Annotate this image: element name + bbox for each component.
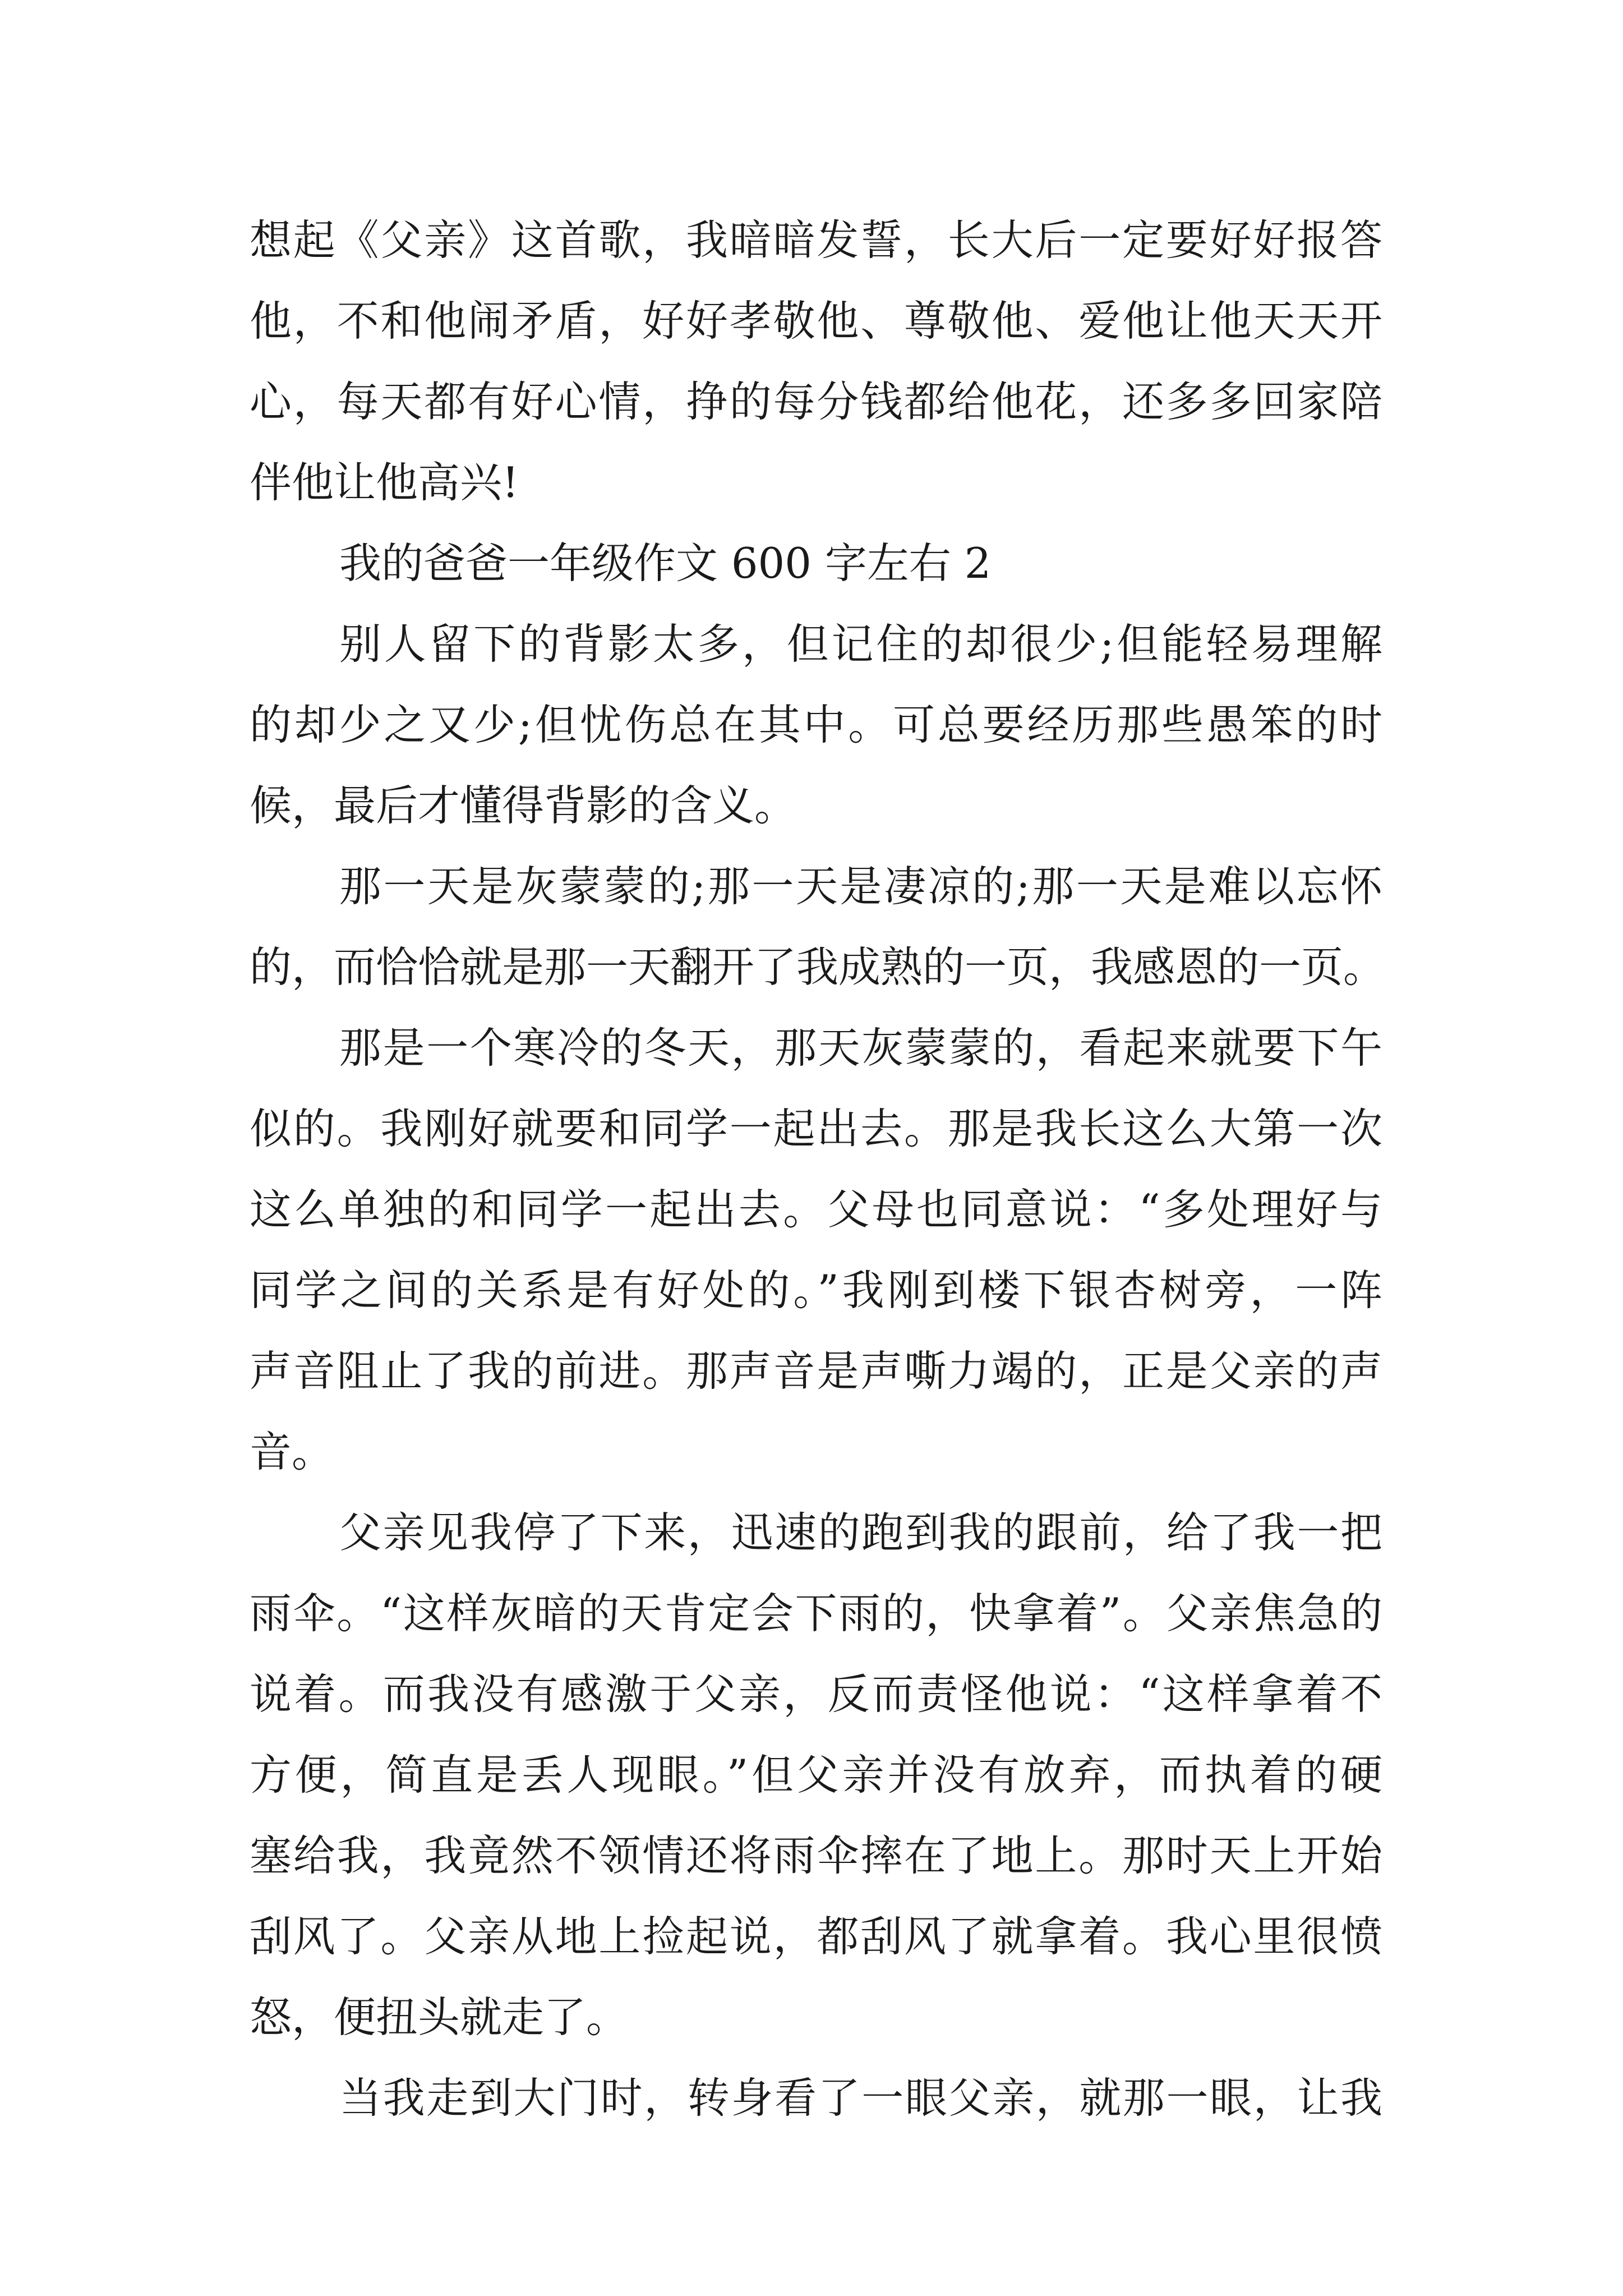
text-line: 的，而恰恰就是那一天翻开了我成熟的一页，我感恩的一页。	[250, 942, 1386, 992]
text-line: 当我走到大门时，转身看了一眼父亲，就那一眼，让我	[339, 2073, 1382, 2123]
document-body	[250, 200, 1386, 2138]
text-line: 音。	[250, 1427, 334, 1476]
text-line: 心，每天都有好心情，挣的每分钱都给他花，还多多回家陪	[250, 377, 1382, 426]
text-line: 似的。我刚好就要和同学一起出去。那是我长这么大第一次	[250, 1104, 1382, 1153]
text-line: 同学之间的关系是有好处的。”我刚到楼下银杏树旁，一阵	[250, 1266, 1382, 1315]
text-line: 他，不和他闹矛盾，好好孝敬他、尊敬他、爱他让他天天开	[250, 296, 1382, 346]
text-line: 候，最后才懂得背影的含义。	[250, 781, 797, 830]
text-line: 说着。而我没有感激于父亲，反而责怪他说：“这样拿着不	[250, 1669, 1382, 1719]
text-line: 塞给我，我竟然不领情还将雨伞摔在了地上。那时天上开始	[250, 1831, 1382, 1880]
text-line: 刮风了。父亲从地上捡起说，都刮风了就拿着。我心里很愤	[250, 1912, 1382, 1961]
text-line: 别人留下的背影太多，但记住的却很少;但能轻易理解	[339, 619, 1382, 669]
text-line: 怒，便扭头就走了。	[250, 1993, 629, 2042]
text-line: 想起《父亲》这首歌，我暗暗发誓，长大后一定要好好报答	[250, 215, 1382, 265]
text-line: 声音阻止了我的前进。那声音是声嘶力竭的，正是父亲的声	[250, 1346, 1382, 1396]
text-line: 的却少之又少;但忧伤总在其中。可总要经历那些愚笨的时	[250, 700, 1382, 749]
text-line: 父亲见我停了下来，迅速的跑到我的跟前，给了我一把	[339, 1508, 1382, 1557]
section-heading: 我的爸爸一年级作文 600 字左右 2	[339, 539, 992, 588]
text-line: 这么单独的和同学一起出去。父母也同意说：“多处理好与	[250, 1185, 1382, 1234]
text-line: 那一天是灰蒙蒙的;那一天是凄凉的;那一天是难以忘怀	[339, 862, 1382, 911]
text-line: 伴他让他高兴!	[250, 458, 519, 507]
text-line: 雨伞。“这样灰暗的天肯定会下雨的，快拿着”。父亲焦急的	[250, 1589, 1382, 1638]
text-line: 那是一个寒冷的冬天，那天灰蒙蒙的，看起来就要下午	[339, 1023, 1382, 1073]
text-line: 方便，简直是丢人现眼。”但父亲并没有放弃，而执着的硬	[250, 1750, 1382, 1800]
